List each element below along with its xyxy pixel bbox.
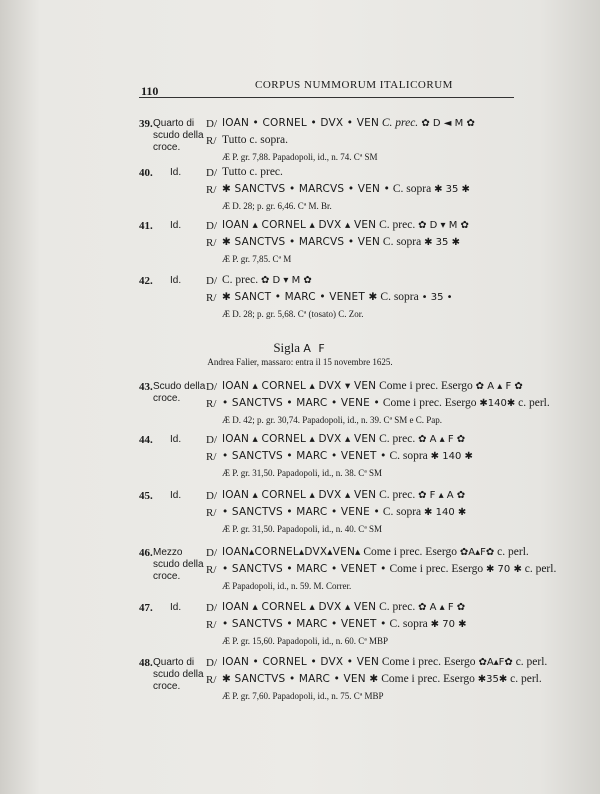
denomination-description: Scudo della croce. [153,381,206,404]
entry-number: 40. [139,167,153,179]
text-segment: ✱35✱ [477,674,508,685]
reverse-legend [222,673,542,685]
sigla-heading [0,340,600,356]
text-segment: ✿ A ▴ F ✿ [418,434,466,445]
entry-number: 42. [139,275,153,287]
obverse-label: D/ [206,381,217,393]
obverse-label: D/ [206,167,217,179]
reverse-label: R/ [206,564,217,576]
obverse-legend [222,546,529,558]
text-segment: ✱ 70 ✱ [486,564,522,575]
text-segment: C. sopra [389,183,435,195]
obverse-label: D/ [206,490,217,502]
sigla-letters: A F [303,342,327,355]
text-segment: ✱140✱ [479,398,516,409]
text-segment: IOAN ▴ CORNEL ▴ DVX ▾ VEN [222,380,377,392]
text-segment: C. sopra [386,450,431,462]
text-segment: c. perl. [515,397,550,409]
text-segment: • 35 • [421,292,453,303]
specimen-metadata: Æ D. 42; p. gr. 30,74. Papadopoli, id., n. 39. Cª SM e C. Pap. [222,415,442,425]
text-segment: Come i prec. Esergo [376,380,476,392]
entry-number: 44. [139,434,153,446]
obverse-label: D/ [206,547,217,559]
obverse-legend [222,117,475,129]
text-segment: C. sopra [377,291,422,303]
text-segment: ✱ 140 ✱ [430,451,473,462]
entry-number: 46. [139,547,153,559]
obverse-label: D/ [206,275,217,287]
text-segment: C. prec. [376,433,419,445]
text-segment: C. prec. [376,489,419,501]
reverse-label: R/ [206,292,217,304]
text-segment: C. prec. [222,274,261,286]
reverse-legend [222,506,466,518]
text-segment: ✱ 35 ✱ [434,184,470,195]
specimen-metadata: Æ P. gr. 7,60. Papadopoli, id., n. 75. Cª MBP [222,691,384,701]
denomination-description: Mezzo scudo della croce. [153,547,204,582]
obverse-legend [222,656,547,668]
specimen-metadata: Æ P. gr. 31,50. Papadopoli, id., n. 40. Cª SM [222,524,383,534]
text-segment: • SANCTVS • MARC • VENE • [222,397,380,409]
text-segment: IOAN ▴ CORNEL ▴ DVX ▴ VEN [222,601,377,613]
obverse-legend [222,433,465,445]
specimen-metadata: Æ Papadopoli, id., n. 59. M. Correr. [222,581,352,591]
denomination-description: Id. [170,434,182,445]
text-segment: ✱ 140 ✱ [424,507,467,518]
text-segment: ✿A▴F✿ [478,657,513,668]
text-segment: IOAN▴CORNEL▴DVX▴VEN▴ [222,546,361,558]
text-segment: Tutto c. sopra. [222,134,289,146]
text-segment: ✿ A ▴ F ✿ [418,602,466,613]
text-segment: ✿ A ▴ F ✿ [475,381,523,392]
reverse-legend [222,618,467,630]
reverse-label: R/ [206,674,217,686]
denomination-description: Id. [170,275,182,286]
text-segment: • SANCTVS • MARC • VENET • [222,450,387,462]
obverse-legend [222,489,465,501]
entry-number: 48. [139,657,153,669]
obverse-label: D/ [206,602,217,614]
text-segment: IOAN ▴ CORNEL ▴ DVX ▴ VEN [222,433,377,445]
text-segment: C. prec. [381,117,419,129]
text-segment: Come i prec. Esergo [386,563,486,575]
reverse-label: R/ [206,184,217,196]
text-segment: IOAN ▴ CORNEL ▴ DVX ▴ VEN [222,219,377,231]
specimen-metadata: Æ P. gr. 7,85. Cª M [222,254,292,264]
text-segment: • SANCTVS • MARC • VENET • [222,563,387,575]
page-number: 110 [141,84,159,98]
text-segment: ✱ SANCTVS • MARCVS • VEN • [222,183,390,195]
text-segment: ✿ F ▴ A ✿ [418,490,466,501]
text-segment: c. perl. [507,673,542,685]
reverse-label: R/ [206,398,217,410]
obverse-legend [222,219,469,231]
text-segment: C. prec. [376,219,419,231]
obverse-label: D/ [206,118,217,130]
massaro-subheading: Andrea Falier, massaro: entra il 15 novembre 1625. [207,357,393,367]
specimen-metadata: Æ D. 28; p. gr. 5,68. Cª (tosato) C. Zor. [222,309,364,319]
text-segment: ✱ 35 ✱ [424,237,460,248]
denomination-description: Id. [170,167,182,178]
specimen-metadata: Æ P. gr. 31,50. Papadopoli, id., n. 38. Cª SM [222,468,383,478]
text-segment: C. sopra [379,506,425,518]
reverse-legend [222,563,556,575]
text-segment: Come i prec. Esergo [360,546,460,558]
text-segment: Come i prec. Esergo [379,397,480,409]
text-segment: Tutto c. prec. [222,166,283,178]
text-segment: ✱ SANCTVS • MARC • VEN ✱ [222,673,379,685]
text-segment: ✿A▴F✿ [459,547,495,558]
denomination-description: Id. [170,602,182,613]
obverse-label: D/ [206,657,217,669]
denomination-description: Quarto di scudo della croce. [153,118,204,153]
reverse-label: R/ [206,237,217,249]
obverse-legend [222,166,283,178]
text-segment: ✱ SANCT • MARC • VENET ✱ [222,291,378,303]
text-segment: IOAN • CORNEL • DVX • VEN [222,117,379,129]
text-segment: Come i prec. Esergo [379,656,479,668]
text-segment: ✱ 70 ✱ [430,619,467,630]
text-segment: C. sopra [380,236,425,248]
reverse-legend [222,291,453,303]
text-segment: C. sopra [386,618,431,630]
reverse-legend [222,236,460,248]
text-segment: c. perl. [512,656,548,668]
entry-number: 41. [139,220,153,232]
reverse-label: R/ [206,451,217,463]
text-segment: Come i prec. Esergo [378,673,478,685]
denomination-description: Id. [170,220,182,231]
specimen-metadata: Æ P. gr. 7,88. Papadopoli, id., n. 74. Cª SM [222,152,378,162]
sigla-label: Sigla [273,340,301,355]
entry-number: 45. [139,490,153,502]
reverse-legend [222,134,288,146]
text-segment: IOAN ▴ CORNEL ▴ DVX ▴ VEN [222,489,377,501]
running-title: CORPUS NUMMORUM ITALICORUM [255,79,453,91]
obverse-legend [222,601,465,613]
text-segment: ✿ D ▾ M ✿ [260,275,312,286]
header-rule [139,97,514,98]
text-segment: c. perl. [521,563,557,575]
denomination-description: Quarto di scudo della croce. [153,657,204,692]
entry-number: 39. [139,118,153,130]
reverse-label: R/ [206,135,217,147]
text-segment: • SANCTVS • MARC • VENET • [222,618,387,630]
text-segment: IOAN • CORNEL • DVX • VEN [222,656,379,668]
reverse-label: R/ [206,507,217,519]
denomination-description: Id. [170,490,182,501]
reverse-legend [222,397,550,409]
text-segment: ✿ D ◄ M ✿ [418,118,475,129]
obverse-label: D/ [206,434,217,446]
obverse-legend [222,274,312,286]
reverse-legend [222,450,473,462]
text-segment: C. prec. [376,601,419,613]
text-segment: c. perl. [494,546,529,558]
text-segment: • SANCTVS • MARC • VENE • [222,506,380,518]
obverse-label: D/ [206,220,217,232]
text-segment: ✿ D ▾ M ✿ [418,220,469,231]
reverse-label: R/ [206,619,217,631]
specimen-metadata: Æ D. 28; p. gr. 6,46. Cª M. Br. [222,201,332,211]
reverse-legend [222,183,470,195]
specimen-metadata: Æ P. gr. 15,60. Papadopoli, id., n. 60. Cª MBP [222,636,389,646]
entry-number: 47. [139,602,153,614]
text-segment: ✱ SANCTVS • MARCVS • VEN [222,236,381,248]
entry-number: 43. [139,381,153,393]
obverse-legend [222,380,523,392]
